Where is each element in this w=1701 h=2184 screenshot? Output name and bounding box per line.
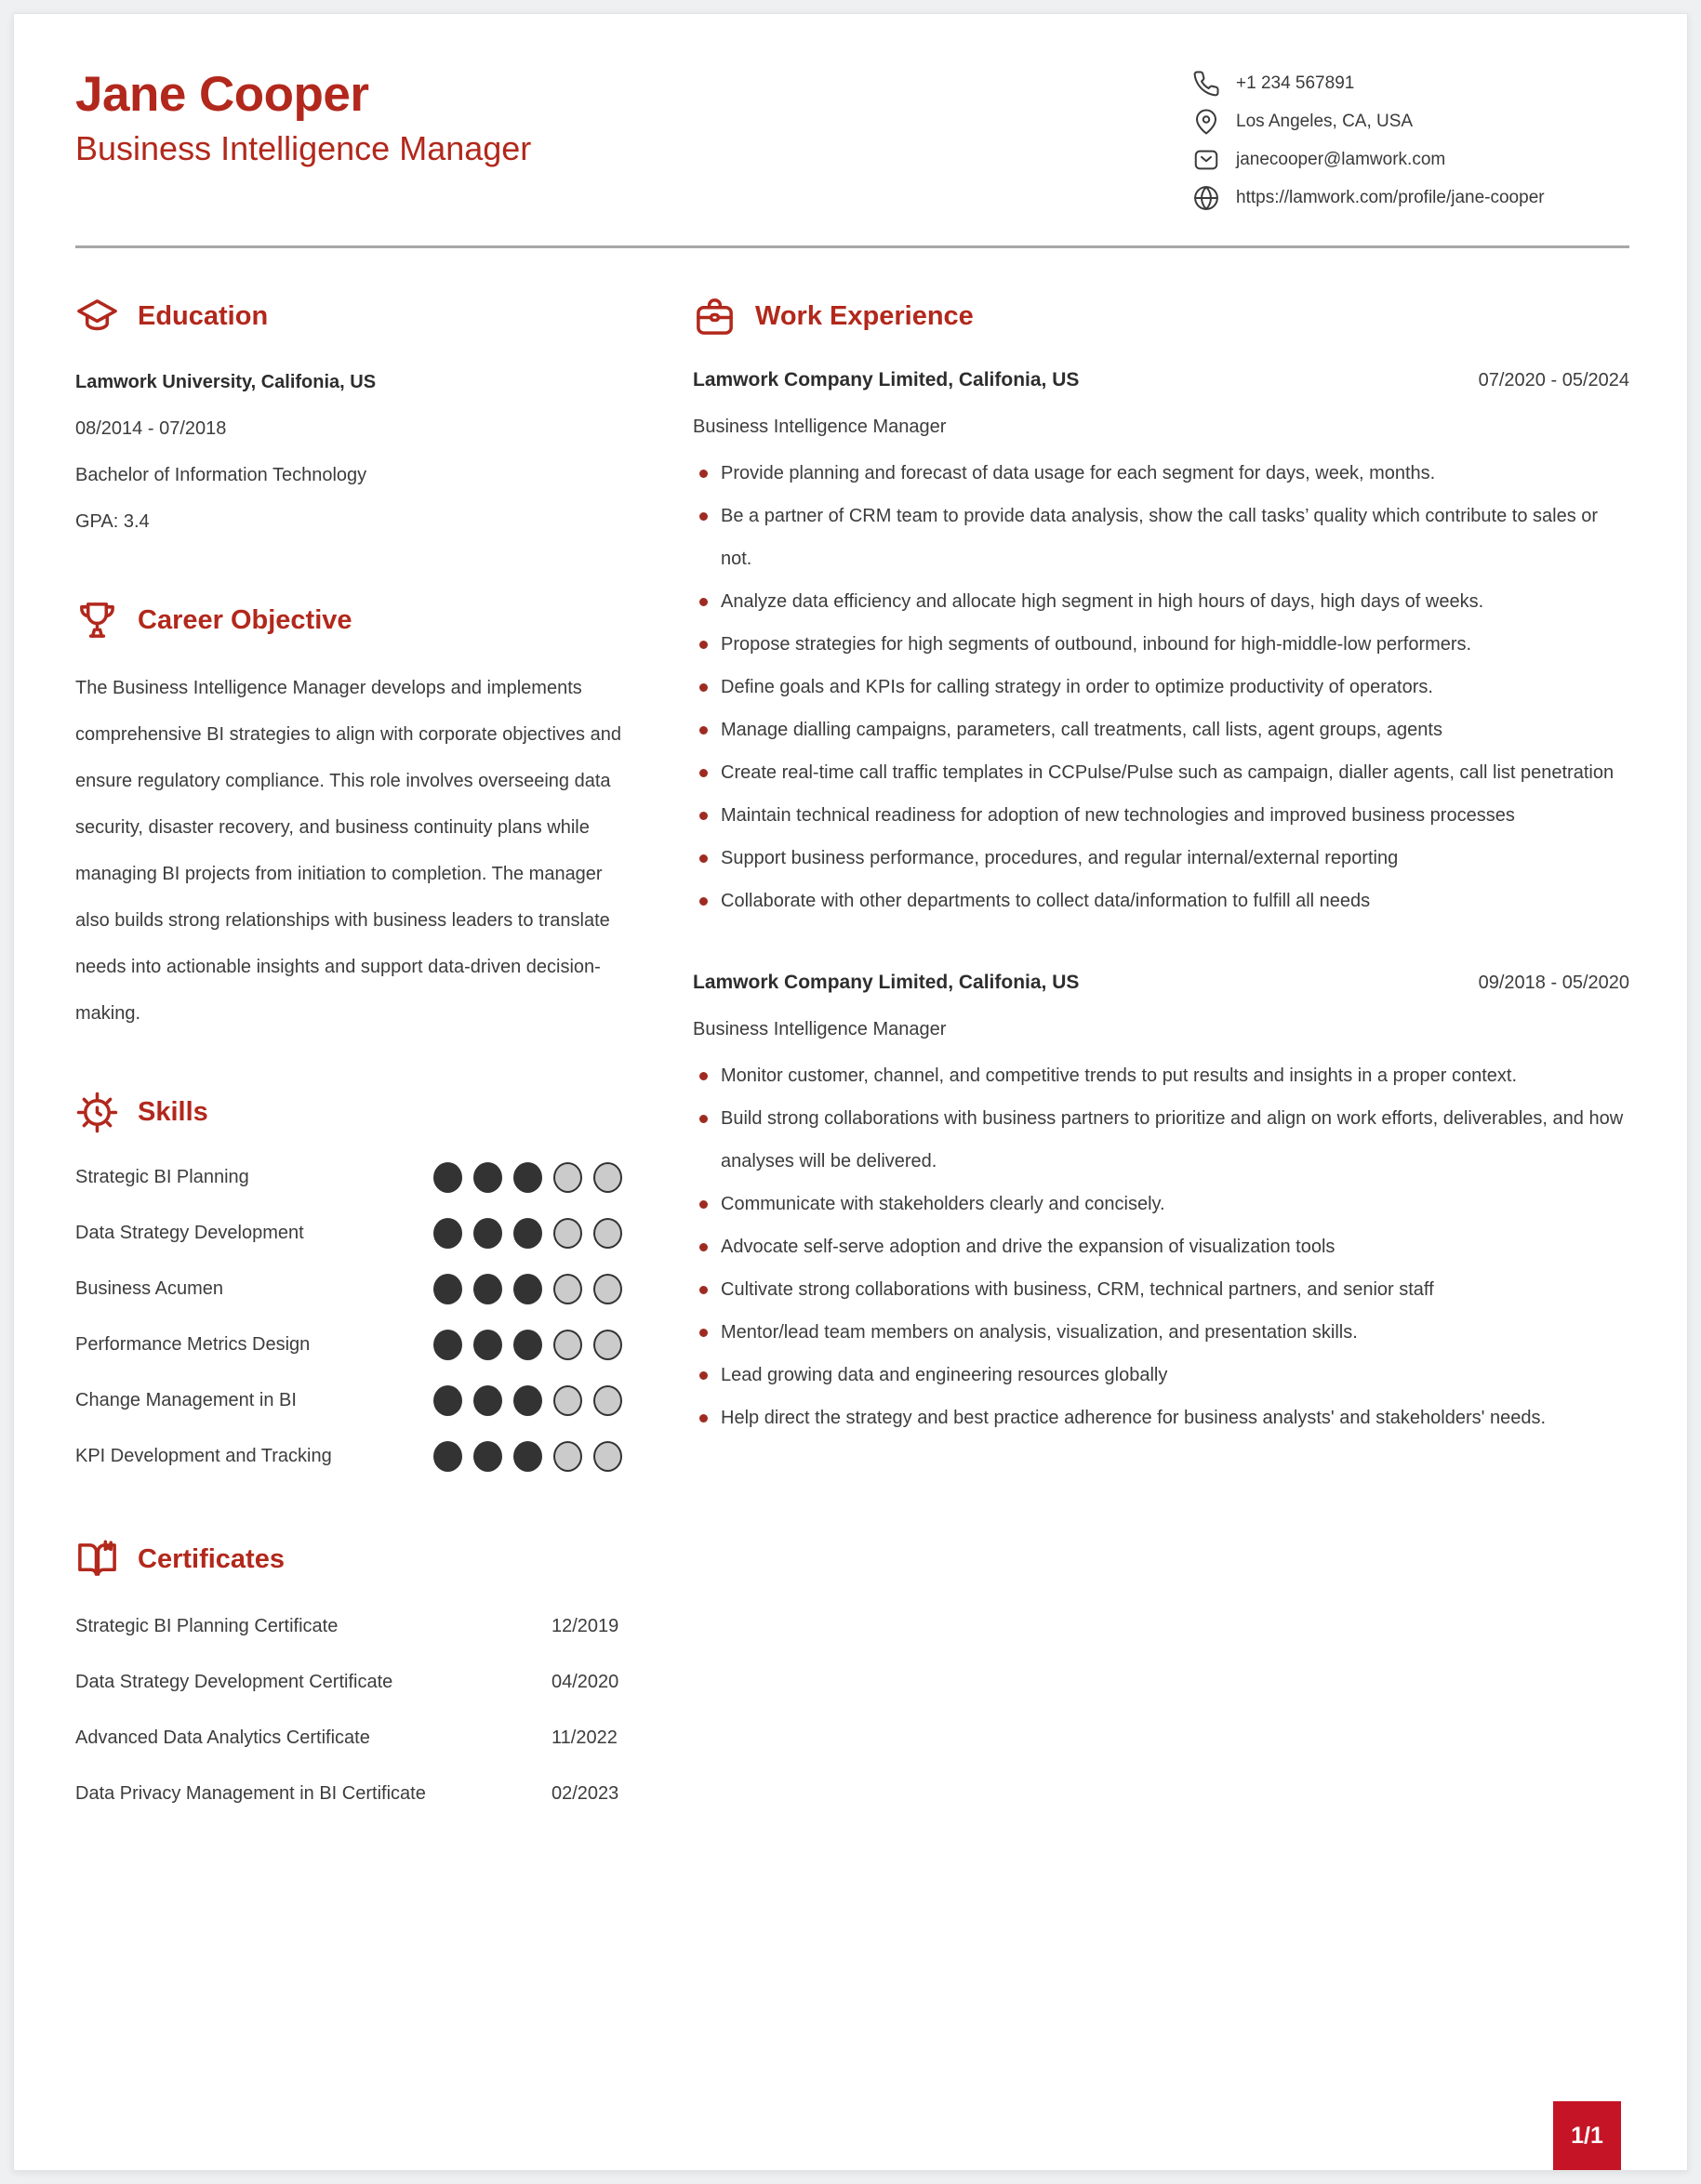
job-bullet: Propose strategies for high segments of outbound, inbound for high-middle-low performers. [693,623,1629,666]
certificate-name: Advanced Data Analytics Certificate [75,1727,370,1748]
rating-dot-filled [473,1162,502,1193]
rating-dot-empty [553,1274,582,1304]
rating-dot-empty [593,1441,622,1472]
skills-list [75,1149,622,1484]
contact-website-text[interactable]: https://lamwork.com/profile/jane-cooper [1236,188,1545,207]
certificate-name: Data Privacy Management in BI Certificate [75,1782,426,1804]
page-indicator-badge [1553,2101,1621,2170]
skill-name: KPI Development and Tracking [75,1445,332,1466]
skill-row [75,1317,622,1372]
job-header [693,366,1629,394]
rating-dot-empty [553,1385,582,1416]
certificate-name: Strategic BI Planning Certificate [75,1615,339,1636]
jobs-list [693,366,1629,1439]
rating-dot-filled [473,1385,502,1416]
rating-dot-filled [513,1218,542,1249]
job-bullet: Analyze data efficiency and allocate high segment in high hours of days, high days of weeks. [693,580,1629,623]
skill-rating [433,1330,622,1360]
education-school: Lamwork University, Califonia, US [75,372,377,392]
job-bullet: Mentor/lead team members on analysis, visualization, and presentation skills. [693,1311,1629,1354]
job-entry [693,366,1629,922]
skill-name: Business Acumen [75,1277,223,1299]
section-education [75,295,622,545]
graduation-cap-icon [75,295,119,338]
trophy-icon [75,599,119,642]
rating-dot-filled [473,1330,502,1360]
email-icon [1192,146,1220,174]
certificate-date: 04/2020 [551,1671,619,1692]
rating-dot-filled [513,1385,542,1416]
skill-name: Data Strategy Development [75,1222,304,1243]
section-certificates [75,1538,622,1821]
job-bullets [693,452,1629,922]
rating-dot-empty [593,1330,622,1360]
rating-dot-filled [513,1274,542,1304]
phone-icon [1192,70,1220,98]
job-entry [693,969,1629,1439]
job-bullets [693,1054,1629,1439]
rating-dot-filled [513,1441,542,1472]
rating-dot-empty [553,1330,582,1360]
rating-dot-empty [553,1162,582,1193]
content-columns [75,295,1629,1821]
job-role: Business Intelligence Manager [693,1019,947,1039]
skill-name: Change Management in BI [75,1389,297,1410]
job-bullet: Communicate with stakeholders clearly and concisely. [693,1183,1629,1225]
job-dates: 09/2018 - 05/2020 [1478,973,1629,993]
rating-dot-filled [433,1441,462,1472]
rating-dot-filled [433,1330,462,1360]
contact-email-text[interactable]: janecooper@lamwork.com [1236,150,1446,169]
work-experience-title: Work Experience [755,301,974,331]
rating-dot-filled [433,1274,462,1304]
education-heading [75,295,622,338]
job-bullet: Maintain technical readiness for adoption of new technologies and improved business processes [693,794,1629,837]
job-role: Business Intelligence Manager [693,417,947,437]
career-objective-text: The Business Intelligence Manager develops and implements comprehensive BI strategies to align with corporate objectives and ensure regulatory compliance. This role involves overseeing data security, disaster recovery, and business continuity plans while managing BI projects from initiation to completion. The manager also builds strong relationships with business leaders to translate needs into actionable insights and support data-driven decision-making. [75,678,621,1024]
job-bullet: Monitor customer, channel, and competitive trends to put results and insights in a proper context. [693,1054,1629,1097]
resume-page [13,13,1688,2171]
career-objective-heading [75,599,622,642]
skill-rating [433,1162,622,1193]
certificate-name: Data Strategy Development Certificate [75,1671,393,1692]
skills-heading [75,1091,622,1134]
certificate-row [75,1710,622,1766]
skills-title: Skills [138,1097,208,1127]
work-experience-heading [693,295,1629,338]
job-bullet: Be a partner of CRM team to provide data analysis, show the call tasks’ quality which contribute to sales or not. [693,495,1629,580]
header-identity [75,68,531,167]
rating-dot-empty [593,1218,622,1249]
certificate-date: 11/2022 [551,1727,618,1748]
gear-clock-icon [75,1091,119,1134]
education-details [75,359,622,545]
contact-location [1192,108,1629,136]
job-bullet: Cultivate strong collaborations with business, CRM, technical partners, and senior staff [693,1268,1629,1311]
person-title: Business Intelligence Manager [75,129,532,168]
rating-dot-filled [433,1162,462,1193]
rating-dot-filled [473,1441,502,1472]
education-degree: Bachelor of Information Technology [75,465,367,485]
person-name: Jane Cooper [75,67,369,122]
rating-dot-filled [513,1330,542,1360]
rating-dot-empty [593,1274,622,1304]
section-work-experience [693,295,1629,1439]
certificate-date: 12/2019 [551,1615,619,1636]
right-column [693,295,1629,1821]
job-bullet: Advocate self-serve adoption and drive the expansion of visualization tools [693,1225,1629,1268]
contact-phone-text: +1 234 567891 [1236,73,1355,93]
rating-dot-empty [593,1162,622,1193]
job-bullet: Lead growing data and engineering resources globally [693,1354,1629,1396]
rating-dot-filled [433,1218,462,1249]
open-book-icon [75,1538,119,1582]
contact-list [1192,70,1629,212]
skill-rating [433,1441,622,1472]
job-bullet: Collaborate with other departments to collect data/information to fulfill all needs [693,880,1629,922]
certificate-row [75,1766,622,1821]
skill-row [75,1205,622,1261]
skill-rating [433,1218,622,1249]
job-header [693,969,1629,997]
rating-dot-empty [553,1218,582,1249]
skill-row [75,1149,622,1205]
skill-name: Strategic BI Planning [75,1166,249,1187]
briefcase-icon [693,295,737,338]
page-indicator-text: 1/1 [1571,2122,1603,2149]
contact-email [1192,146,1629,174]
job-bullet: Support business performance, procedures, and regular internal/external reporting [693,837,1629,880]
education-gpa: GPA: 3.4 [75,511,150,532]
certificate-row [75,1654,622,1710]
skill-row [75,1372,622,1428]
job-bullet: Manage dialling campaigns, parameters, call treatments, call lists, agent groups, agents [693,708,1629,751]
job-company: Lamwork Company Limited, Califonia, US [693,972,1080,993]
certificates-heading [75,1538,622,1582]
certificate-date: 02/2023 [551,1782,619,1804]
job-bullet: Build strong collaborations with business partners to prioritize and align on work efforts, deliverables, and how analyses will be delivered. [693,1097,1629,1183]
education-title: Education [138,301,269,331]
rating-dot-filled [513,1162,542,1193]
header-divider [75,245,1629,248]
section-career-objective [75,599,622,1037]
rating-dot-filled [473,1218,502,1249]
skill-rating [433,1274,622,1304]
skill-row [75,1261,622,1317]
contact-phone [1192,70,1629,98]
skill-row [75,1428,622,1484]
globe-icon [1192,184,1220,212]
job-company: Lamwork Company Limited, Califonia, US [693,369,1080,390]
skill-rating [433,1385,622,1416]
job-bullet: Help direct the strategy and best practice adherence for business analysts' and stakeholders' needs. [693,1396,1629,1439]
left-column [75,295,622,1821]
job-dates: 07/2020 - 05/2024 [1478,370,1629,390]
rating-dot-empty [553,1441,582,1472]
job-bullet: Define goals and KPIs for calling strategy in order to optimize productivity of operators. [693,666,1629,708]
education-dates: 08/2014 - 07/2018 [75,418,227,439]
job-bullet: Provide planning and forecast of data usage for each segment for days, week, months. [693,452,1629,495]
contact-location-text: Los Angeles, CA, USA [1236,112,1414,131]
section-skills [75,1091,622,1484]
career-objective-title: Career Objective [138,605,352,635]
rating-dot-filled [433,1385,462,1416]
header [75,68,1629,212]
rating-dot-filled [473,1274,502,1304]
certificates-title: Certificates [138,1544,285,1574]
skill-name: Performance Metrics Design [75,1333,311,1355]
certificate-row [75,1598,622,1654]
certificates-list [75,1598,622,1821]
rating-dot-empty [593,1385,622,1416]
job-bullet: Create real-time call traffic templates in CCPulse/Pulse such as campaign, dialler agents, call list penetration [693,751,1629,794]
contact-website [1192,184,1629,212]
location-pin-icon [1192,108,1220,136]
